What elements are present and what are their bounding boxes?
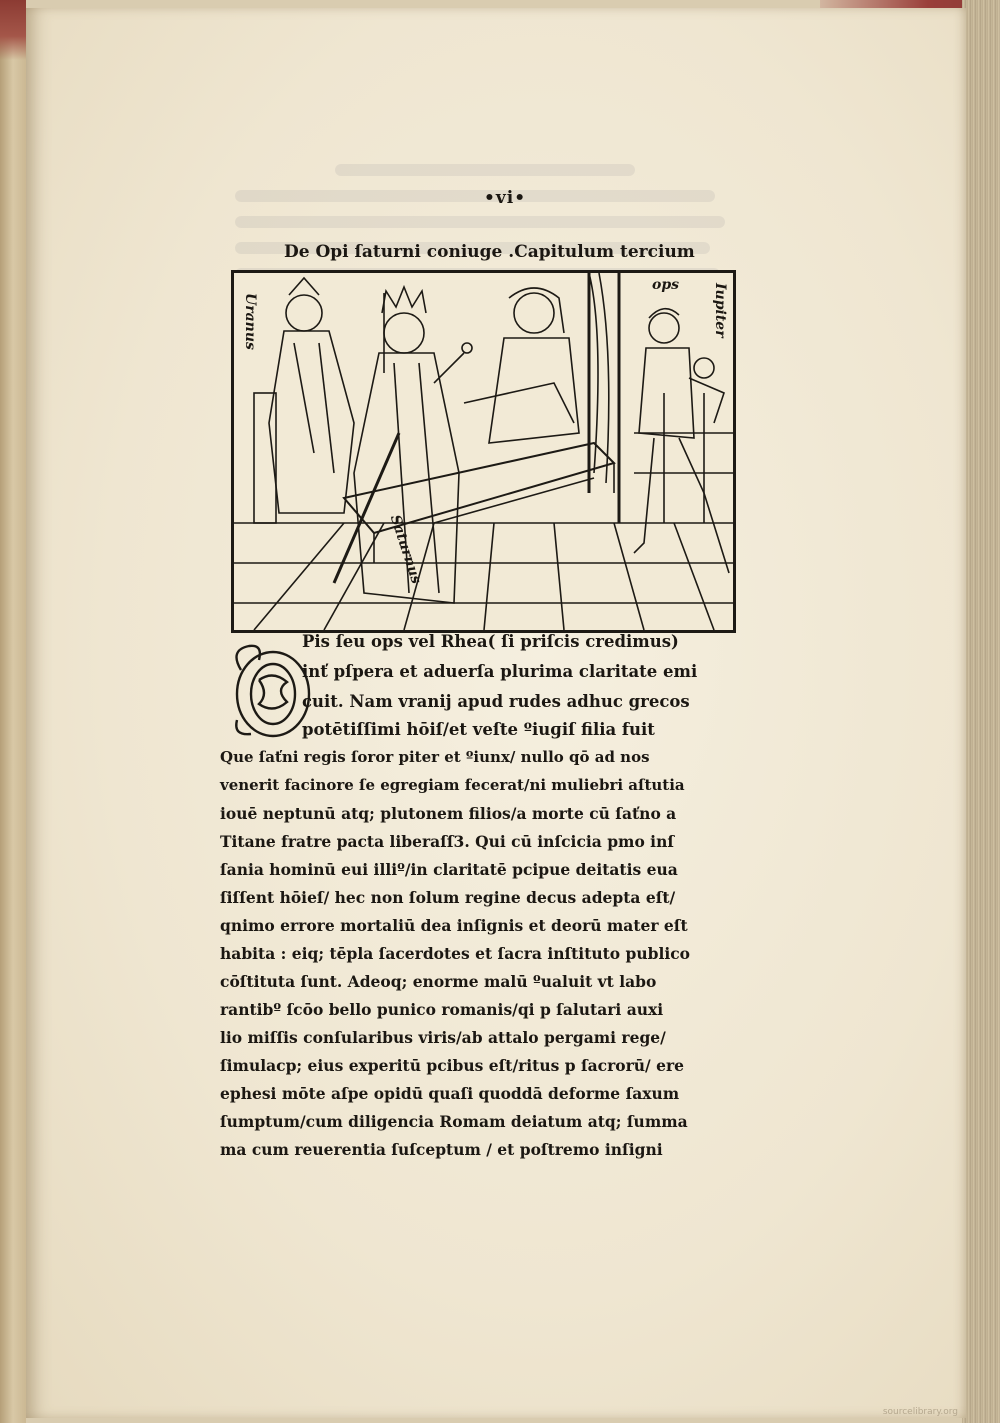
text-line: ſiſſent hōieſ/ hec non ſolum regine decus adepta eſt/ — [220, 888, 676, 907]
text-line: ſania hominū eui illiº/in claritatē pcipue deitatis eua — [220, 860, 678, 879]
label-saturnus: Saturnus — [386, 513, 425, 586]
folio-number: •vi• — [484, 188, 527, 208]
page-block-edges — [962, 0, 1000, 1423]
source-watermark: sourcelibrary.org — [882, 1407, 958, 1417]
text-line: ma cum reuerentia ſuſceptum / et poſtremo inſigni — [220, 1140, 663, 1159]
text-line: inť pſpera et aduerſa plurima claritate emi — [302, 662, 698, 681]
text-line: Que ſaťni regis ſoror piter et ºiunx/ nullo qō ad nos — [220, 748, 650, 766]
text-line: rantibº ſcōo bello punico romanis/qi p ſalutari auxi — [220, 1000, 664, 1019]
text-line: venerit facinore ſe egregiam fecerat/ni muliebri aſtutia — [220, 776, 685, 794]
text-line: Titane fratre pacta liberaſſ3. Qui cū inſcicia pmo inſ — [220, 832, 675, 851]
text-line: ephesi mōte aſpe opidū quaſi quoddā deforme ſaxum — [220, 1084, 680, 1103]
text-line: ſumptum/cum diligencia Romam deiatum atq; ſumma — [220, 1112, 688, 1131]
text-line: potētiſſimi hōiſ/et veſte ºiuɡiſ filia fuit — [302, 720, 655, 739]
left-facing-page-edge — [0, 0, 26, 1423]
text-line: lio miſſis conſularibus viris/ab attalo pergami rege/ — [220, 1028, 666, 1047]
text-line: cōſtituta ſunt. Adeoq; enorme malū ºualuit vt labo — [220, 972, 657, 991]
chapter-heading: De Opi ſaturni coniuge .Capitulum tercium — [284, 242, 695, 262]
text-line: iouē neptunū atq; plutonem filios/a morte cū ſaťno a — [220, 804, 677, 823]
label-uranus: Uranus — [242, 293, 258, 350]
label-iupiter: Iupiter — [712, 283, 728, 338]
text-line: ſimulacp; eius experitū pcibus eſt/ritus p ſacrorū/ ere — [220, 1056, 684, 1075]
text-line: habita : eiq; tēpla ſacerdotes et ſacra inſtituto publico — [220, 944, 691, 963]
woodcut-drawing — [234, 273, 733, 630]
text-line: Pis ſeu ops vel Rhea( ſi priſcis credimus) — [302, 632, 679, 651]
left-cover-edge — [0, 0, 26, 60]
label-ops: ops — [652, 277, 680, 293]
woodcut-illustration — [231, 270, 736, 633]
text-line: cuit. Nam vranij apud rudes adhuc grecos — [302, 692, 690, 711]
text-line: qnimo errore mortaliū dea inſignis et deorū mater eſt — [220, 916, 688, 935]
